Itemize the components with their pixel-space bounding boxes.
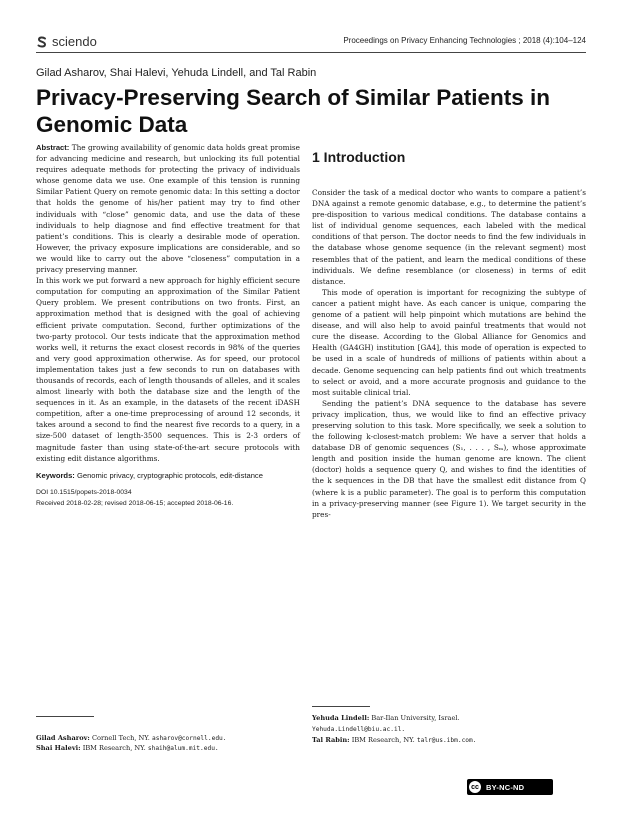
footnote-email[interactable]: asharov@cornell.edu. [152,735,227,742]
license-badge[interactable] [467,779,553,795]
footnote-right-2 [312,735,476,747]
footnote-name: Shai Halevi: [36,744,81,752]
cc-icon: cc [469,781,481,793]
keywords-label: Keywords: [36,470,75,480]
page-header [36,34,586,50]
intro-paragraph-2: This mode of operation is important for recognizing the subtype of cancer a patient might have. As each cancer is unique, comparing the genome of a patient will help pinpoint which mutations are behind the disease, and will also help to avoid painful treatments that would not cure the disease. According to the Global Alliance for Genomics and Health (GA4GH) institution [GA4], this mode of operation is expected to be used in a scale of hundreds of millions of patients within about a decade. Genome sequencing can help patients find out which treatments to select or avoid, and a more accurate prognosis and guidance to the most suitable clinical trial. [312,287,586,397]
footnote-email[interactable]: Yehuda.Lindell@biu.ac.il. [312,725,406,733]
footnote-email[interactable]: talr@us.ibm.com. [416,737,477,744]
footnote-left-2 [36,743,219,755]
footnote-name: Gilad Asharov: [36,734,90,742]
intro-paragraph-3: Sending the patient’s DNA sequence to the database has severe privacy implication, thus, we would like to find an effective privacy preserving solution to this task. More specifically, we seek a solution to the following k-closest-match problem: We have a server that holds a database DB of genomic sequences (S₁, . . . , Sₘ), whose approximate length and position inside the human genome are known. The client (doctor) holds a sequence query Q, and wishes to find the identities of the k sequences in the DB that have the smallest edit distance from Q (where k is a public parameter). The goal is to perform this computation in a privacy-preserving manner (see Figure 1). We target security in the pres- [312,398,586,519]
footnote-email[interactable]: shaih@alum.mit.edu. [147,745,219,752]
footnote-name: Tal Rabin: [312,736,350,744]
keywords-text: Genomic privacy, cryptographic protocols, edit-distance [76,470,263,480]
footnote-affiliation: Cornell Tech, NY. [91,734,150,742]
section-heading-introduction: 1 Introduction [312,149,406,165]
header-rule [36,52,586,53]
sciendo-s-icon [36,36,48,48]
received-dates: Received 2018-02-28; revised 2018-06-15; accepted 2018-06-16. [36,499,234,507]
footnote-affiliation: IBM Research, NY. [82,744,146,752]
sciendo-logo [36,34,97,49]
footnote-rule-left [36,716,94,717]
doi-block [36,487,300,509]
intro-paragraph-1: Consider the task of a medical doctor who wants to compare a patient’s DNA against a remote genomic database, e.g., to determine the patient’s pre-disposition to various medical conditions. The database contains a list of individual genome sequences, each labeled with the medical conditions of that person. The doctor needs to find the few individuals in the database whose genome sequence (in the relevant segment) most resembles that of the patient, and learn the medical conditions of these individuals. We define resemblance (or closeness) in terms of edit distance. [312,188,586,286]
footnote-affiliation: Bar-Ilan University, Israel. [371,714,460,722]
license-label: BY-NC-ND [486,782,525,792]
abstract-label: Abstract: [36,143,70,152]
abstract-paragraph-1 [36,142,300,275]
doi[interactable]: DOI 10.1515/popets-2018-0034 [36,488,132,496]
journal-info: Proceedings on Privacy Enhancing Technologies ; 2018 (4):104–124 [343,36,586,45]
footnote-affiliation: IBM Research, NY. [351,736,415,744]
right-column [312,142,586,520]
paper-title: Privacy-Preserving Search of Similar Patients in Genomic Data [36,85,550,137]
logo-text: sciendo [52,34,97,49]
footnote-right-1 [312,713,460,735]
author-line: Gilad Asharov, Shai Halevi, Yehuda Lindell, and Tal Rabin [36,67,317,79]
footnote-rule-right [312,706,370,707]
abstract-text-1: The growing availability of genomic data holds great promise for advancing medicine and research, but unlocking its full potential requires adequate methods for protecting the privacy of individuals whose genome data we use. One example of this tension is running Similar Patient Query on remote genomic data: In this setting a doctor that holds the genome of his/her patient may try to find other individuals with “close” genomic data, and use the data of these individuals to help diagnose and find effective treatment for that patient’s conditions. This is clearly a desirable mode of operation. However, the privacy exposure implications are considerable, and so we would like to carry out the above “closeness” computation in a privacy preserving manner. [36,143,300,275]
abstract-paragraph-2: In this work we put forward a new approach for highly efficient secure computation for computing an approximation of the Similar Patient Query problem. We present contributions on two fronts. First, an approximation method that is designed with the goal of achieving efficient private computation. Second, further optimizations of the two-party protocol. Our tests indicate that the approximation method works well, it returns the exact closest records in 98% of the queries and very good approximation otherwise. As for speed, our protocol implementation takes just a few seconds to run on databases with thousands of records, each of length thousands of alleles, and it scales almost linearly with both the database size and the length of the sequences in it. As an example, in the datasets of the recent iDASH competition, after a one-time preprocessing of around 12 seconds, it takes around a second to find the nearest five records to a query, in a size-500 dataset of length-3500 sequences. This is 2-3 orders of magnitude faster than using state-of-the-art secure protocols with existing edit distance algorithms. [36,276,300,463]
left-column [36,142,300,509]
keywords [36,470,300,481]
footnote-name: Yehuda Lindell: [312,714,370,722]
